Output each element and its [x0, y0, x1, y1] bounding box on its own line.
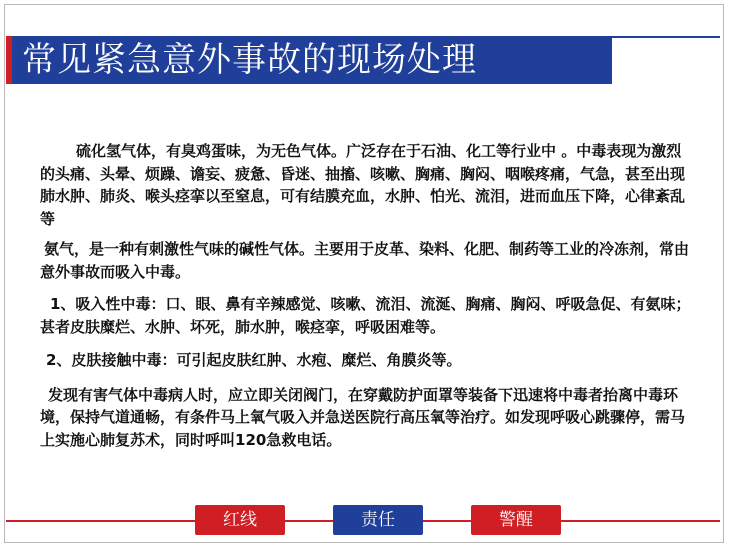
paragraph-hydrogen-sulfide: 硫化氢气体，有臭鸡蛋味，为无色气体。广泛存在于石油、化工等行业中 。中毒表现为激烈的头痛、头晕、烦躁、谵妄、疲惫、昏迷、抽搐、咳嗽、胸痛、胸闷、咽喉疼痛，气急，甚至出现肺水肿、肺炎、喉头痉挛以至窒息，可有结膜充血，水肿、怕光、流泪，进而血压下降，心律紊乱等: [40, 142, 686, 228]
footer-tag-responsibility: 责任: [333, 505, 423, 535]
title-rule: [612, 36, 720, 38]
slide-content: [40, 140, 695, 451]
paragraph-skin-contact-poisoning: 2、皮肤接触中毒：可引起皮肤红肿、水疱、糜烂、角膜炎等。: [46, 351, 462, 369]
paragraph-first-aid: 发现有害气体中毒病人时，应立即关闭阀门，在穿戴防护面罩等装备下迅速将中毒者抬离中毒环境，保持气道通畅，有条件马上氧气吸入并急送医院行高压氧等治疗。如发现呼吸心跳骤停，需马上实施心肺复苏术，同时呼叫120急救电话。: [40, 385, 686, 449]
slide-title: 常见紧急意外事故的现场处理: [22, 40, 477, 80]
paragraph-ammonia: 氨气，是一种有刺激性气味的碱性气体。主要用于皮革、染料、化肥、制药等工业的冷冻剂，常由意外事故而吸入中毒。: [40, 240, 690, 281]
paragraph-inhalation-poisoning: 1、吸入性中毒：口、眼、鼻有辛辣感觉、咳嗽、流泪、流涎、胸痛、胸闷、呼吸急促、有氨味；甚者皮肤糜烂、水肿、坏死，肺水肿，喉痉挛，呼吸困难等。: [40, 295, 691, 336]
footer-tag-alert: 警醒: [471, 505, 561, 535]
footer-tag-red-line: 红线: [195, 505, 285, 535]
title-bar: [6, 36, 612, 84]
